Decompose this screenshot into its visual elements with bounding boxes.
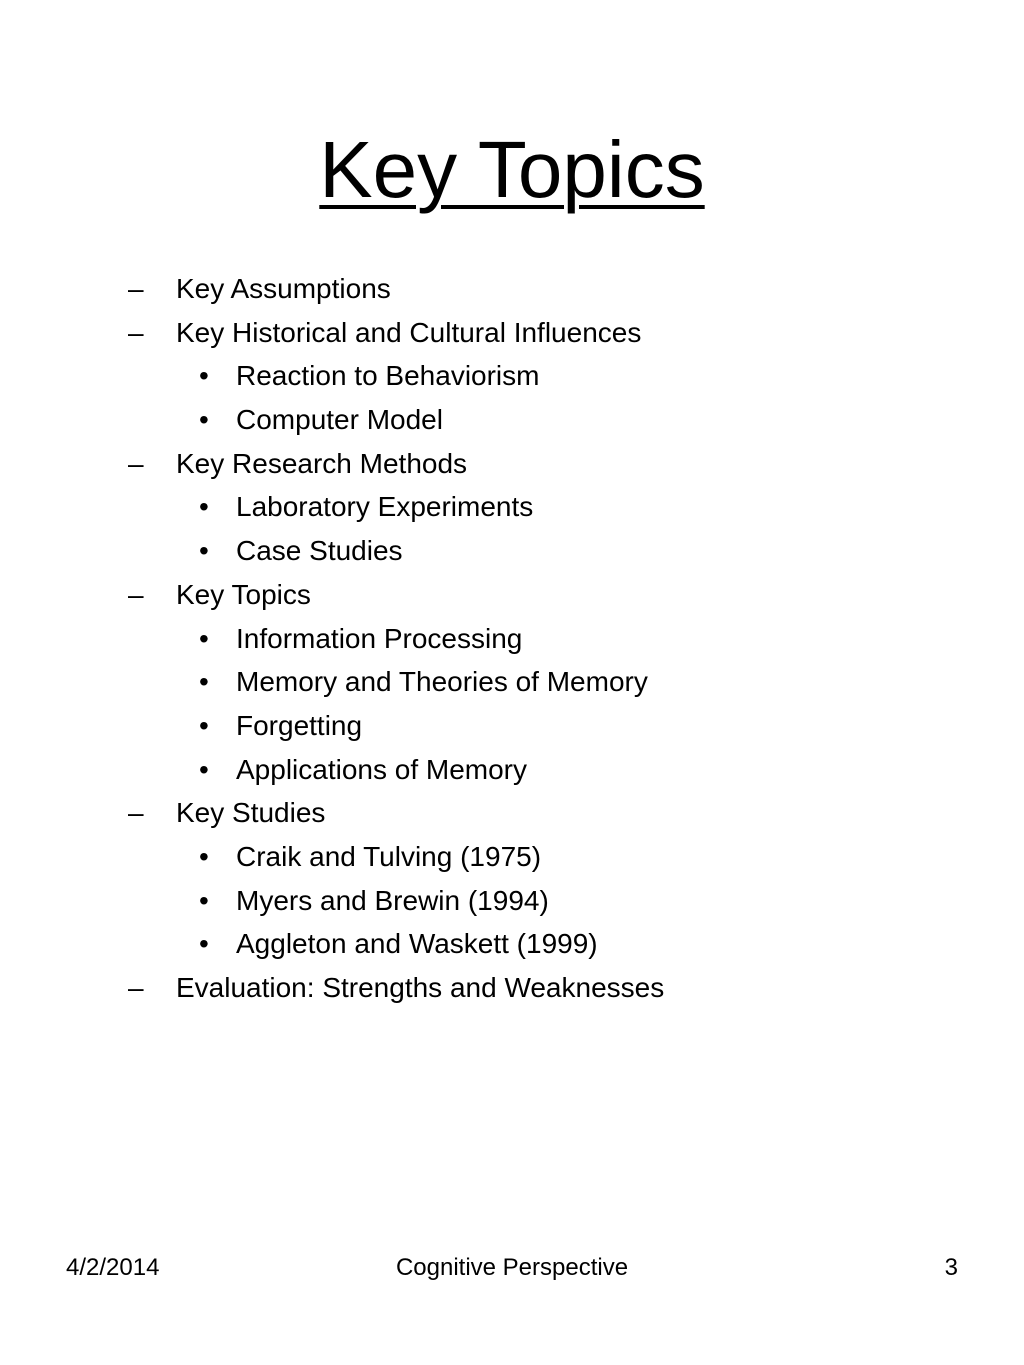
- bullet-marker: •: [199, 840, 209, 872]
- outline-subitem: [0, 704, 1024, 748]
- outline-item-text: Key Topics: [176, 578, 311, 610]
- bullet-marker: •: [199, 622, 209, 654]
- outline-item-text: Computer Model: [236, 404, 443, 436]
- bullet-marker: •: [199, 709, 209, 741]
- dash-marker: –: [128, 447, 144, 479]
- outline-item-text: Craik and Tulving (1975): [236, 840, 542, 872]
- outline-subitem: [0, 485, 1024, 529]
- page-number: 3: [944, 1254, 958, 1281]
- bullet-marker: •: [199, 404, 209, 436]
- outline-item-text: Forgetting: [236, 709, 363, 741]
- bullet-marker: •: [199, 535, 209, 567]
- dash-marker: –: [128, 797, 144, 829]
- outline-subitem: [0, 835, 1024, 879]
- bullet-marker: •: [199, 360, 209, 392]
- outline-item-text: Applications of Memory: [236, 753, 528, 785]
- dash-marker: –: [128, 316, 144, 348]
- outline-item-text: Laboratory Experiments: [236, 491, 534, 523]
- bullet-marker: •: [199, 666, 209, 698]
- outline-subitem: [0, 922, 1024, 966]
- outline-subitem: [0, 398, 1024, 442]
- bullet-marker: •: [199, 884, 209, 916]
- outline-item-text: Key Assumptions: [176, 273, 391, 304]
- outline-item: [0, 311, 1024, 355]
- outline-item-text: Case Studies: [236, 535, 403, 567]
- outline-item-text: Memory and Theories of Memory: [236, 666, 648, 698]
- outline-item-text: Key Historical and Cultural Influences: [176, 316, 642, 348]
- outline-item-text: Key Studies: [176, 797, 326, 829]
- outline-item: [0, 442, 1024, 486]
- outline-subitem: [0, 660, 1024, 704]
- outline-item-text: Evaluation: Strengths and Weaknesses: [176, 972, 665, 1003]
- outline-item: [0, 267, 1024, 311]
- footer-title: Cognitive Perspective: [395, 1254, 629, 1281]
- dash-marker: –: [128, 972, 144, 1003]
- outline-item-text: Myers and Brewin (1994): [236, 884, 549, 916]
- dash-marker: –: [128, 273, 144, 304]
- topic-outline: [0, 267, 1024, 1010]
- outline-item: [0, 791, 1024, 835]
- outline-subitem: [0, 748, 1024, 792]
- outline-item-text: Aggleton and Waskett (1999): [236, 928, 598, 960]
- outline-item-text: Reaction to Behaviorism: [236, 360, 540, 392]
- dash-marker: –: [128, 578, 144, 610]
- outline-subitem: [0, 354, 1024, 398]
- bullet-marker: •: [199, 753, 209, 785]
- outline-item-text: Information Processing: [236, 622, 523, 654]
- outline-subitem: [0, 529, 1024, 573]
- outline-subitem: [0, 879, 1024, 923]
- outline-item-text: Key Research Methods: [176, 447, 468, 479]
- bullet-marker: •: [199, 491, 209, 523]
- footer-date: 4/2/2014: [66, 1254, 160, 1281]
- outline-item: [0, 573, 1024, 617]
- outline-item: [0, 966, 1024, 1010]
- bullet-marker: •: [199, 928, 209, 960]
- outline-subitem: [0, 617, 1024, 661]
- slide-title: Key Topics: [319, 125, 705, 214]
